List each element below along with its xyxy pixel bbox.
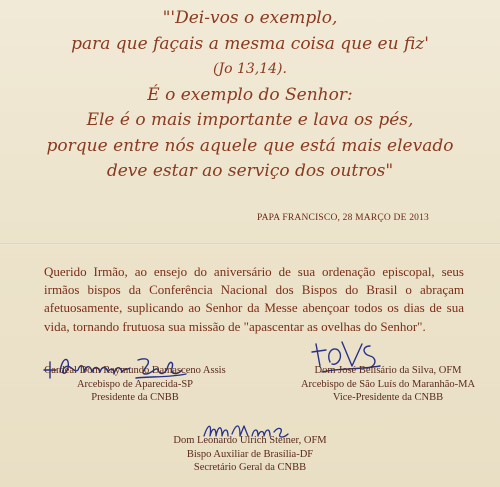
verse-line: É o exemplo do Senhor: (147, 84, 353, 105)
signatory-role: Secretário Geral da CNBB (193, 462, 307, 473)
verse-line: "'Dei-vos o exemplo, (162, 8, 338, 28)
signatory-right (283, 364, 493, 405)
verse-line: Ele é o mais importante e lava os pés, (86, 110, 414, 130)
signatory-name: Dom Leonardo Ulrich Steiner, OFM (173, 435, 327, 446)
verse-line: porque entre nós aquele que está mais elevado (46, 135, 454, 156)
signatory-role: Vice-Presidente da CNBB (332, 392, 444, 403)
signatory-name: Dom José Belisário da Silva, OFM (314, 365, 462, 376)
signatory-title: Bispo Auxiliar de Brasília-DF (186, 448, 314, 460)
signatory-name: Cardeal Dom Raymundo Damasceno Assis (44, 365, 226, 376)
fold-line (0, 243, 500, 245)
signatory-title: Arcebispo de Aparecida-SP (76, 378, 194, 390)
quote-citation: PAPA FRANCISCO, 28 MARÇO DE 2013 (257, 213, 429, 223)
verse-line: para que façais a mesma coisa que eu fiz' (71, 33, 429, 54)
scripture-quote (0, 6, 500, 185)
verse-reference: (Jo 13,14). (213, 61, 287, 77)
verse-line: deve estar ao serviço dos outros" (106, 161, 394, 181)
signatory-title: Arcebispo de São Luís do Maranhão-MA (300, 378, 476, 390)
signatory-role: Presidente da CNBB (91, 392, 179, 403)
greeting-message: Querido Irmão, ao ensejo do aniversário de sua ordenação episcopal, seus irmãos bispos da Conferência Nacional dos Bispos do Brasil o abraçam afetuosamente, suplicando ao Senhor da Messe abençoar todos os dias de sua vida, tornando frutuosa sua missão de "apascentar as ovelhas do Senhor". (44, 264, 464, 334)
signatory-bottom (150, 434, 350, 475)
signatory-left (30, 364, 240, 405)
